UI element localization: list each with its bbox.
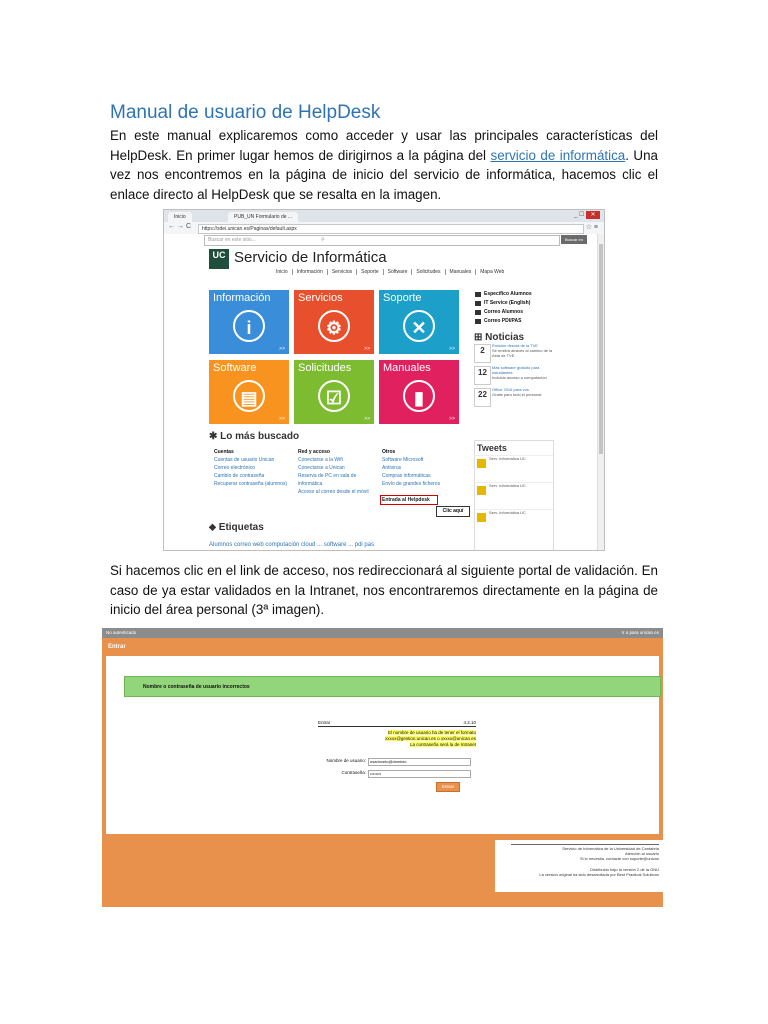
login-hints (318, 729, 476, 747)
right-link[interactable]: Correo Alumnos (474, 308, 554, 317)
browser-tab[interactable]: Inicio (168, 212, 192, 222)
login-title: Entrar (318, 720, 331, 725)
footer-line: La versión original ha sido desarrollada por Best Practical Solutions (539, 872, 659, 877)
second-paragraph: Si hacemos clic en el link de acceso, nos redireccionará al siguiente portal de validación. En caso de ya estar validados en la Intranet, nos encontraremos directamente en la página de inicio del área personal (3ª imagen). (110, 563, 658, 618)
login-form (318, 720, 476, 789)
validation-portal-screenshot (102, 628, 663, 907)
footer-divider (511, 844, 659, 845)
more-arrow: >> (364, 346, 370, 352)
footer-box (495, 840, 663, 892)
tile-informacion[interactable] (209, 290, 289, 354)
browser-tab[interactable]: PUB_UN Formulario de ... (228, 212, 298, 222)
more-arrow: >> (279, 416, 285, 422)
footer-line[interactable]: Si lo necesita, contacte con soporte@unican (580, 856, 659, 861)
lo-mas-buscado-heading: ✱ Lo más buscado (209, 431, 300, 442)
popular-link[interactable]: Conectarse a Unican (298, 465, 345, 471)
right-link[interactable]: IT Service (English) (474, 299, 554, 308)
intro-paragraph (110, 126, 658, 204)
info-icon: i (233, 310, 265, 342)
tile-soporte[interactable] (379, 290, 459, 354)
intro-text: En este manual explicaremos como acceder y usar las principales características del HelpDesk. En primer lugar hemos de dirigirnos a la página del (110, 128, 658, 163)
tweet[interactable]: Serv. Informática UC (475, 455, 553, 482)
nav-item[interactable]: Mapa Web (475, 269, 508, 275)
news-item[interactable] (474, 387, 554, 409)
checklist-icon: ☑ (318, 380, 350, 412)
password-row (318, 770, 476, 777)
clic-aqui-callout: Clic aquí (436, 506, 470, 517)
popular-link[interactable]: Cuentas de usuario Unican (214, 457, 275, 463)
tile-label: Información (213, 292, 271, 304)
news-title[interactable]: Emisión directa de la TVE (492, 343, 538, 348)
site-search-input[interactable] (204, 235, 583, 251)
intro-text-cont: . Una vez nos encontremos en la página de inicio del servicio de informática, hacemos clic el enlace directo al HelpDesk que se resalta en la imagen. (110, 147, 658, 202)
right-column (474, 290, 554, 409)
popular-link[interactable]: Acceso al correo desde el móvil (298, 489, 369, 495)
nav-item[interactable]: Software (383, 269, 412, 275)
tile-label: Servicios (298, 292, 343, 304)
nav-item[interactable]: Inicio (276, 269, 288, 275)
popular-link[interactable]: Reserva de PC en sala de informática (298, 473, 357, 487)
auth-status: No autenticado (106, 630, 137, 635)
nav-item[interactable]: Información (292, 269, 327, 275)
right-link[interactable]: Correo PDI/PAS (474, 317, 554, 326)
news-date: 12 (474, 366, 491, 385)
more-arrow: >> (449, 346, 455, 352)
menu-icon[interactable]: ☆ ≡ (585, 224, 598, 231)
gear-icon: ⚙ (318, 310, 350, 342)
tag-cloud[interactable]: Alumnos correo web computación cloud ... software ... pdi pas (209, 542, 375, 548)
portal-topbar (102, 628, 663, 638)
popular-link[interactable]: Software Microsoft (382, 457, 424, 463)
column-otros (382, 448, 462, 488)
column-head: Cuentas (214, 449, 234, 455)
portal-title-bar: Entrar (102, 638, 663, 656)
etiquetas-heading: ⬥ Etiquetas (209, 522, 264, 533)
tile-solicitudes[interactable] (294, 360, 374, 424)
nav-item[interactable]: Manuales (445, 269, 476, 275)
tweets-heading: Tweets (477, 443, 507, 453)
footer-line: Servicio de Informática de la Universidad de Cantabria (562, 846, 659, 851)
column-head: Red y acceso (298, 449, 330, 455)
hint: La contraseña será la de Intranet (409, 742, 476, 747)
column-head: Otros (382, 449, 396, 455)
popular-link[interactable]: Recuperar contraseña (alumnos) (214, 481, 288, 487)
popular-link[interactable]: Envío de grandes ficheros (382, 481, 441, 487)
document-title: Manual de usuario de HelpDesk (110, 102, 381, 123)
submit-button[interactable]: Entrar (436, 782, 460, 792)
helpdesk-link[interactable]: Entrada al Helpdesk (380, 495, 438, 505)
news-text: Gratis para todo el personal (492, 392, 542, 397)
column-red (298, 448, 378, 496)
search-placeholder: Buscar en este sitio... (208, 237, 256, 243)
news-heading: ⊞ Noticias (474, 332, 525, 343)
tools-icon: ✕ (403, 310, 435, 342)
browser-tabbar (164, 210, 604, 222)
popular-link[interactable]: Antivirus (382, 465, 402, 471)
popular-link[interactable]: Conectarse a la Wifi (298, 457, 343, 463)
tile-label: Manuales (383, 362, 431, 374)
error-message: Nombre o contraseña de usuario incorrectos (124, 676, 661, 697)
news-title[interactable]: Office 2016 para vos (492, 387, 529, 392)
news-item[interactable] (474, 343, 554, 365)
search-icon[interactable]: ⚲ (321, 237, 325, 243)
username-input[interactable]: usarioxeto@dominio (368, 758, 471, 766)
news-text: Incluido acceso a computación (492, 375, 547, 380)
nav-arrows-icon[interactable]: ←→C (168, 223, 194, 230)
news-item[interactable] (474, 365, 554, 387)
tile-label: Software (213, 362, 257, 374)
top-link[interactable]: Ir a para unican.es (621, 630, 659, 635)
tweet[interactable]: Serv. Informática UC (475, 482, 553, 509)
footer-line: Distribuido bajo la versión 2 de la GNU (590, 867, 659, 872)
scrollbar[interactable] (597, 234, 604, 550)
popular-link[interactable]: Compras informáticas (382, 473, 431, 479)
news-text: Se emitirá através al camino de la Asta de TVE (492, 348, 553, 358)
hint: xxxxx@gestion.unican.es o xxxxx@unican.es (385, 736, 476, 741)
news-date: 22 (474, 388, 491, 407)
search-button[interactable]: Buscar en sitio (561, 235, 587, 244)
popular-link[interactable]: Correo electrónico (214, 465, 255, 471)
nav-item[interactable]: Solicitudes (411, 269, 444, 275)
browser-screenshot (164, 210, 604, 550)
tweet[interactable]: Serv. Informática UC (475, 509, 553, 536)
username-label: Nombre de usuario: (326, 758, 366, 763)
top-nav (272, 269, 508, 275)
url-input[interactable]: https://sdei.unican.es/Paginas/default.aspx (198, 224, 584, 234)
left-border (102, 656, 106, 834)
tile-software[interactable] (209, 360, 289, 424)
nav-item[interactable]: Servicios (327, 269, 356, 275)
book-icon: ▮ (403, 380, 435, 412)
more-arrow: >> (449, 416, 455, 422)
tile-label: Soporte (383, 292, 422, 304)
tile-servicios[interactable] (294, 290, 374, 354)
more-arrow: >> (279, 346, 285, 352)
right-link[interactable]: Específico Alumnos (474, 290, 554, 299)
software-icon: ▤ (233, 380, 265, 412)
column-cuentas (214, 448, 294, 488)
news-title[interactable]: Más software gratuito para estudiantes (492, 365, 540, 375)
more-arrow: >> (364, 416, 370, 422)
password-input[interactable]: •••••••• (368, 770, 471, 778)
popular-link[interactable]: Cambio de contraseña (214, 473, 265, 479)
version: 4.2.10 (463, 720, 476, 725)
hint: El nombre de usuario ha de tener el formato (387, 730, 476, 735)
tweets-panel (474, 440, 554, 550)
tile-manuales[interactable] (379, 360, 459, 424)
window-controls[interactable]: _ ☐ ✕ (574, 211, 600, 219)
username-row (318, 758, 476, 765)
footer-line: Atención al usuario (624, 851, 659, 856)
close-icon[interactable]: ✕ (586, 211, 600, 219)
password-label: Contraseña: (341, 770, 366, 775)
tile-label: Solicitudes (298, 362, 352, 374)
site-title: Servicio de Informática (234, 249, 387, 266)
news-date: 2 (474, 344, 491, 363)
uc-logo[interactable]: UC (209, 249, 229, 269)
nav-item[interactable]: Soporte (356, 269, 383, 275)
servicio-informatica-link[interactable]: servicio de informática (490, 147, 626, 163)
portal-footer (102, 834, 663, 907)
login-header (318, 720, 476, 727)
scrollbar-thumb[interactable] (599, 244, 603, 454)
